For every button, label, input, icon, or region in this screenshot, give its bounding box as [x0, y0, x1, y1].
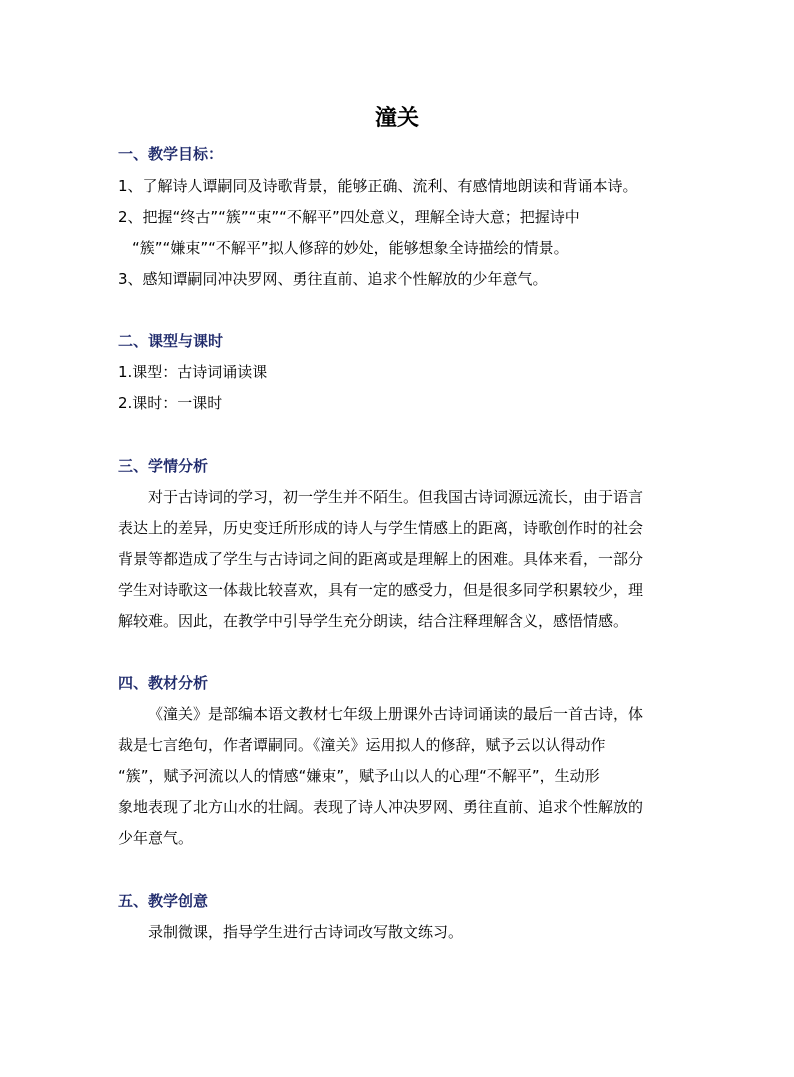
material-analysis-line-2: 裁是七言绝句，作者谭嗣同。《潼关》运用拟人的修辞，赋予云以认得动作 [118, 736, 606, 754]
objective-line-3: 3、感知谭嗣同冲决罗网、勇往直前、追求个性解放的少年意气。 [118, 270, 548, 288]
material-analysis-line-1: 《潼关》是部编本语文教材七年级上册课外古诗词诵读的最后一首古诗，体 [148, 705, 644, 723]
student-analysis-line-2: 表达上的差异，历史变迁所形成的诗人与学生情感上的距离，诗歌创作时的社会 [118, 519, 644, 537]
section-heading-student-analysis: 三、学情分析 [118, 457, 209, 475]
section-heading-teaching-idea: 五、教学创意 [118, 892, 209, 910]
lesson-type-line: 1.课型：古诗词诵读课 [118, 363, 268, 381]
material-analysis-line-3: “簇”，赋予河流以人的情感“嫌束”，赋予山以人的心理“不解平”，生动形 [118, 767, 600, 785]
objective-line-2: 2、把握“终古”“簇”“束”“不解平”四处意义，理解全诗大意；把握诗中 [118, 208, 580, 226]
section-heading-objectives: 一、教学目标： [118, 145, 224, 163]
student-analysis-line-1: 对于古诗词的学习，初一学生并不陌生。但我国古诗词源远流长，由于语言 [148, 488, 644, 506]
objective-line-2-cont: “簇”“嫌束”“不解平”拟人修辞的妙处，能够想象全诗描绘的情景。 [132, 239, 569, 257]
student-analysis-line-3: 背景等都造成了学生与古诗词之间的距离或是理解上的困难。具体来看，一部分 [118, 550, 644, 568]
page-title: 潼关 [374, 106, 419, 131]
student-analysis-line-4: 学生对诗歌这一体裁比较喜欢，具有一定的感受力，但是很多同学积累较少，理 [118, 581, 644, 599]
objective-line-1: 1、了解诗人谭嗣同及诗歌背景，能够正确、流利、有感情地朗读和背诵本诗。 [118, 177, 638, 195]
section-heading-material-analysis: 四、教材分析 [118, 674, 209, 692]
student-analysis-line-5: 解较难。因此，在教学中引导学生充分朗读，结合注释理解含义，感悟情感。 [118, 612, 629, 630]
lesson-hours-line: 2.课时：一课时 [118, 394, 223, 412]
material-analysis-line-5: 少年意气。 [118, 829, 194, 847]
teaching-idea-line: 录制微课，指导学生进行古诗词改写散文练习。 [148, 923, 464, 941]
section-heading-lesson-type: 二、课型与课时 [118, 332, 224, 350]
material-analysis-line-4: 象地表现了北方山水的壮阔。表现了诗人冲决罗网、勇往直前、追求个性解放的 [118, 798, 644, 816]
